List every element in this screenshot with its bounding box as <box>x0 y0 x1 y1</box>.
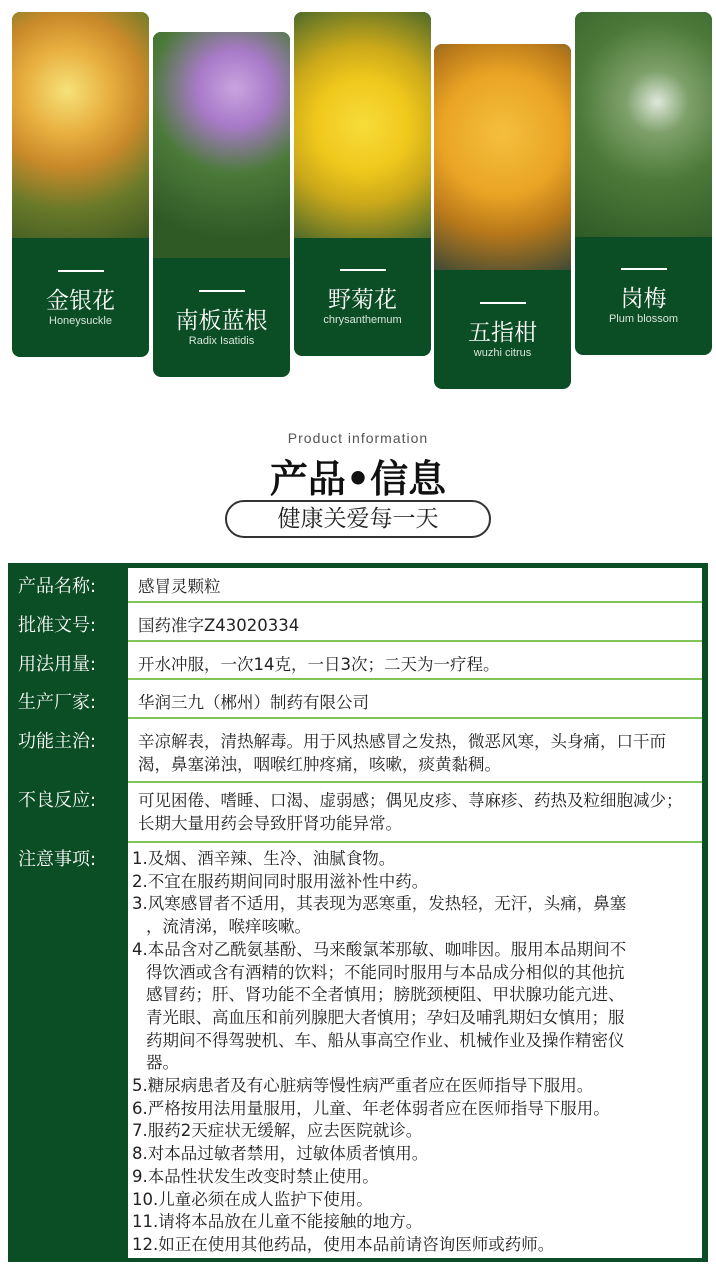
row-value: 华润三九（郴州）制药有限公司 <box>138 693 369 712</box>
slogan-badge: 健康关爱每一天 <box>225 500 491 538</box>
herb-name-en: Plum blossom <box>608 313 679 325</box>
row-value: 感冒灵颗粒 <box>138 577 221 596</box>
herb-name: 野菊花 <box>328 287 397 313</box>
precaution-line: 药期间不得驾驶机、车、船从事高空作业、机械作业及操作精密仪 <box>146 1030 625 1050</box>
row-label: 产品名称: <box>18 576 97 597</box>
divider <box>58 270 104 272</box>
row-label: 生产厂家: <box>18 692 97 713</box>
herb-card-honeysuckle <box>12 12 149 357</box>
plum-blossom-image <box>575 12 712 237</box>
precaution-line: 感冒药；肝、肾功能不全者慎用；膀胱颈梗阻、甲状腺功能亢进、 <box>146 985 625 1005</box>
precaution-line: ，流清涕，喉痒咳嗽。 <box>146 917 311 937</box>
precaution-line: 青光眼、高血压和前列腺肥大者慎用；孕妇及哺乳期妇女慎用；服 <box>146 1007 625 1027</box>
divider <box>199 290 245 292</box>
divider <box>480 302 526 304</box>
precaution-line: 10.儿童必须在成人监护下使用。 <box>132 1189 373 1209</box>
section-title: 产品•信息 <box>269 457 447 501</box>
product-info-table <box>8 563 708 1262</box>
herb-name: 南板蓝根 <box>175 308 268 334</box>
divider <box>340 269 386 271</box>
herb-name: 五指柑 <box>468 320 537 346</box>
row-label: 批准文号: <box>18 615 97 636</box>
row-value: 国药准字Z43020334 <box>138 616 300 635</box>
wuzhi-citrus-image <box>434 44 571 270</box>
precaution-line: 3.风寒感冒者不适用，其表现为恶寒重，发热轻，无汗，头痛，鼻塞 <box>132 894 627 914</box>
row-value: 可见困倦、嗜睡、口渴、虚弱感；偶见皮疹、荨麻疹、药热及粒细胞减少；长期大量用药会导致肝肾功能异常。 <box>138 791 683 833</box>
herb-card-wuzhi-citrus <box>434 44 571 389</box>
precaution-line: 4.本品含对乙酰氨基酚、马来酸氯苯那敏、咖啡因。服用本品期间不 <box>132 939 627 959</box>
herb-name-en: Radix Isatidis <box>188 335 255 347</box>
herb-card-isatidis <box>153 32 290 377</box>
precaution-line: 器。 <box>146 1053 179 1073</box>
precaution-line: 得饮酒或含有酒精的饮料；不能同时服用与本品成分相似的其他抗 <box>146 962 625 982</box>
precaution-line: 6.严格按用法用量服用，儿童、年老体弱者应在医师指导下服用。 <box>132 1098 610 1118</box>
row-label: 注意事项: <box>18 849 97 870</box>
precaution-line: 11.请将本品放在儿童不能接触的地方。 <box>132 1212 423 1232</box>
divider <box>621 268 667 270</box>
precaution-line: 7.服药2天症状无缓解，应去医院就诊。 <box>132 1121 423 1141</box>
isatidis-image <box>153 32 290 258</box>
row-label: 不良反应: <box>18 790 97 811</box>
precaution-line: 8.对本品过敏者禁用，过敏体质者慎用。 <box>132 1144 429 1164</box>
herb-name-en: wuzhi citrus <box>473 347 532 359</box>
precaution-line: 1.及烟、酒辛辣、生冷、油腻食物。 <box>132 849 396 868</box>
row-label: 用法用量: <box>18 654 97 675</box>
honeysuckle-image <box>12 12 149 238</box>
section-subtitle: Product information <box>287 430 429 446</box>
precaution-line: 9.本品性状发生改变时禁止使用。 <box>132 1166 379 1186</box>
chrysanthemum-image <box>294 12 431 238</box>
precaution-line: 5.糖尿病患者及有心脏病等慢性病严重者应在医师指导下服用。 <box>132 1076 594 1096</box>
herb-card-plum-blossom <box>575 12 712 355</box>
herb-name-en: Honeysuckle <box>49 315 112 327</box>
row-label: 功能主治: <box>18 731 97 752</box>
row-value: 开水冲服，一次14克，一日3次；二天为一疗程。 <box>138 655 500 674</box>
herb-name-en: chrysanthemum <box>323 314 402 326</box>
herb-card-chrysanthemum <box>294 12 431 356</box>
row-value: 辛凉解表，清热解毒。用于风热感冒之发热，微恶风寒，头身痛，口干而渴，鼻塞涕浊，咽喉红肿疼痛，咳嗽，痰黄黏稠。 <box>138 732 666 774</box>
herb-name: 金银花 <box>46 288 115 314</box>
precaution-line: 2.不宜在服药期间同时服用滋补性中药。 <box>132 871 429 891</box>
precaution-line: 12.如正在使用其他药品，使用本品前请咨询医师或药师。 <box>132 1234 555 1254</box>
herb-name: 岗梅 <box>620 286 667 312</box>
